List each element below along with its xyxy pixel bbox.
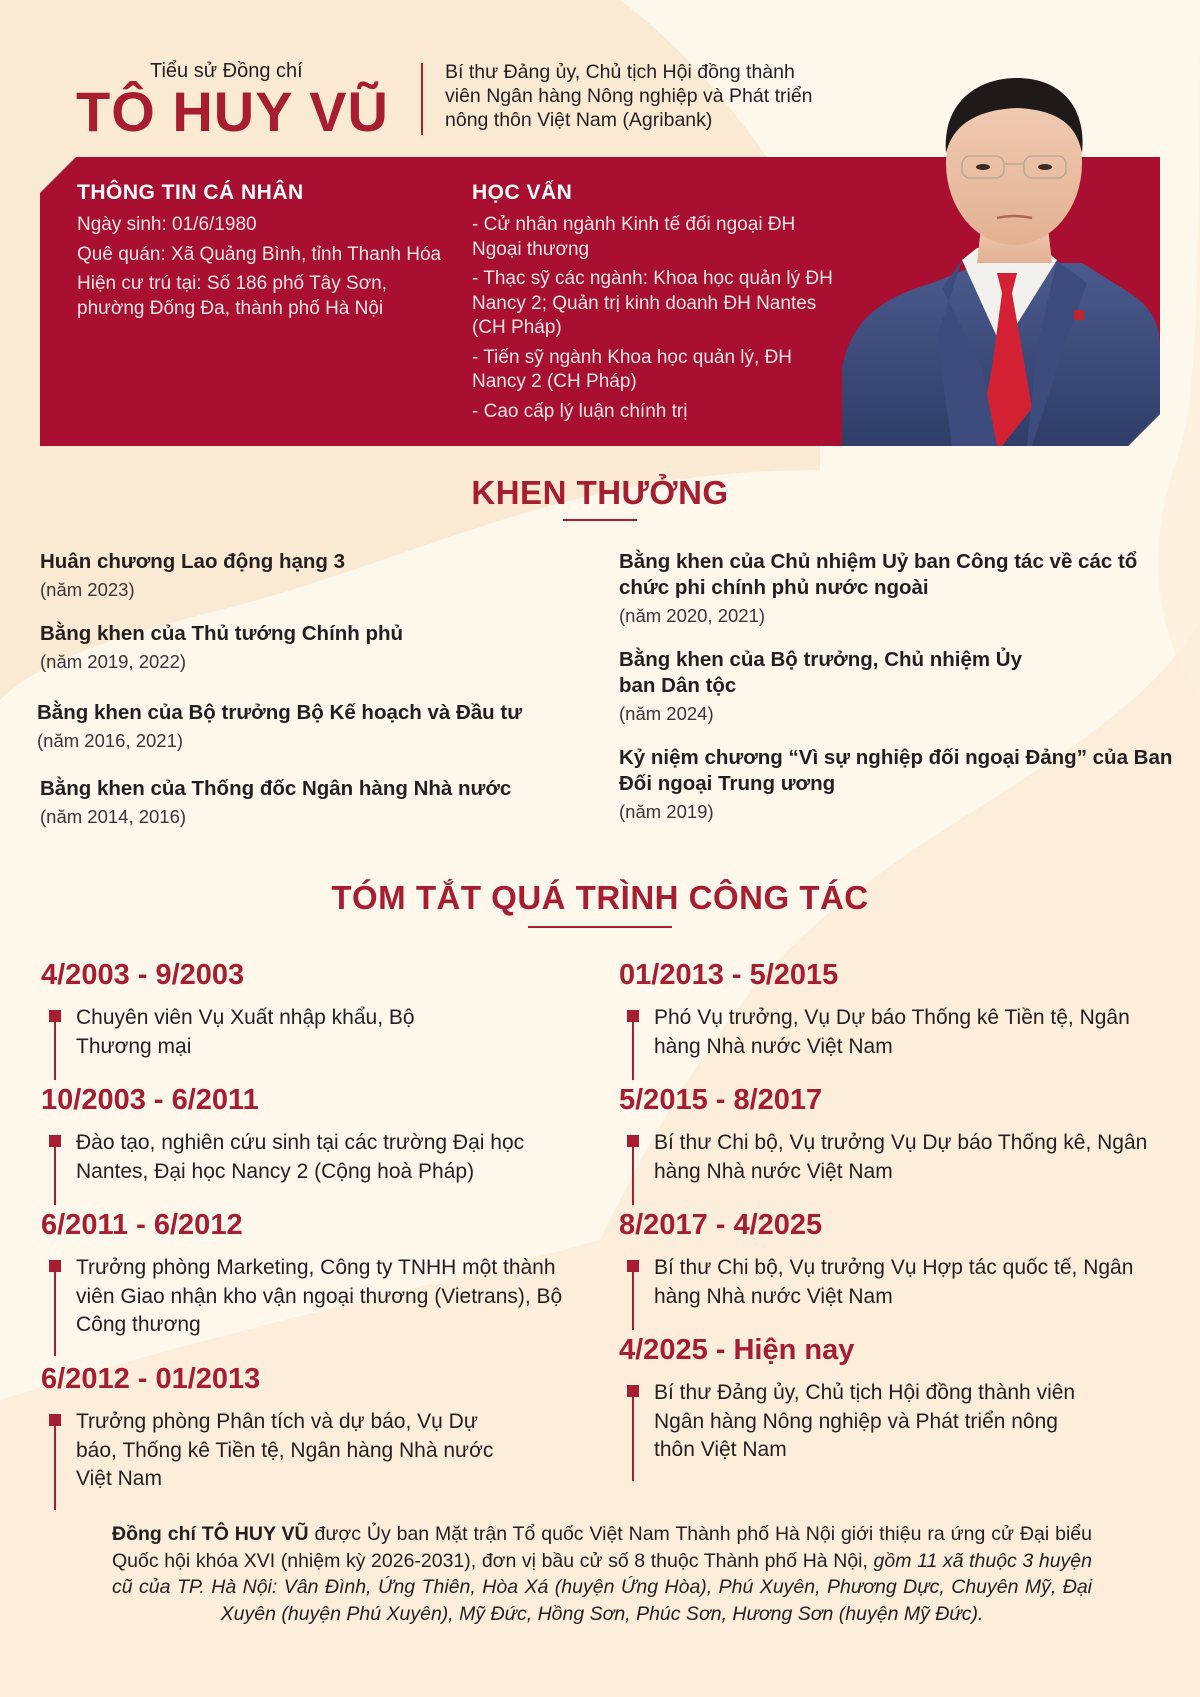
award-years: (năm 2014, 2016): [40, 806, 187, 827]
career-entry: [619, 1333, 1179, 1465]
education-section: [472, 181, 842, 429]
header-divider: [421, 63, 423, 135]
timeline-line: [54, 1268, 56, 1356]
award-item: [40, 549, 600, 603]
career-entry: [41, 1208, 601, 1340]
career-period: 01/2013 - 5/2015: [619, 959, 839, 991]
award-item: [40, 776, 600, 830]
hometown: Quê quán: Xã Quảng Bình, tỉnh Thanh Hóa: [77, 243, 442, 265]
career-entry: [41, 958, 601, 1061]
timeline-line: [632, 1393, 634, 1481]
birth-date: Ngày sinh: 01/6/1980: [77, 214, 257, 235]
career-description: Chuyên viên Vụ Xuất nhập khẩu, Bộ Thương mại: [76, 1006, 415, 1058]
award-item: [619, 745, 1179, 825]
career-entry: [41, 1362, 601, 1494]
current-position: [445, 60, 885, 132]
personal-info-section: [77, 181, 457, 326]
award-title: Bằng khen của Bộ trưởng Bộ Kế hoạch và Đầu tư: [37, 701, 523, 724]
career-period: 4/2003 - 9/2003: [41, 959, 245, 991]
career-period: 4/2025 - Hiện nay: [619, 1334, 855, 1366]
award-years: (năm 2024): [619, 703, 714, 724]
awards-heading-underline: [563, 519, 637, 521]
education-item: - Thạc sỹ các ngành: Khoa học quản lý ĐH Nancy 2; Quản trị kinh doanh ĐH Nantes (CH Pháp): [472, 268, 833, 338]
award-years: (năm 2016, 2021): [37, 730, 184, 751]
career-description: Đào tạo, nghiên cứu sinh tại các trường Đại học Nantes, Đại học Nancy 2 (Cộng hoà Pháp): [76, 1131, 525, 1183]
personal-info-heading: THÔNG TIN CÁ NHÂN: [77, 181, 304, 204]
timeline-line: [632, 1143, 634, 1205]
award-title: Bằng khen của Thủ tướng Chính phủ: [40, 622, 404, 645]
candidacy-note-italic: gồm 11 xã thuộc 3 huyện cũ của TP. Hà Nội: Vân Đình, Ứng Thiên, Hòa Xá (huyện Ứng Hòa), Phú Xuyên, Phương Dực, Chuyên Mỹ, Đại Xuyên (huyện Phú Xuyên), Mỹ Đức, Hồng Sơn, Phúc Sơn, Hương Sơn (huyện Mỹ Đức).: [112, 1549, 1092, 1625]
award-title: Bằng khen của Bộ trưởng, Chủ nhiệm Ủy ban Dân tộc: [619, 648, 1023, 697]
career-period: 5/2015 - 8/2017: [619, 1084, 823, 1116]
award-years: (năm 2023): [40, 579, 135, 600]
candidacy-note: [112, 1521, 1092, 1627]
timeline-line: [632, 1268, 634, 1330]
career-entry: [619, 1083, 1179, 1186]
award-item: [37, 700, 627, 754]
award-years: (năm 2020, 2021): [619, 605, 766, 626]
person-name: TÔ HUY VŨ: [76, 80, 389, 143]
career-description: Phó Vụ trưởng, Vụ Dự báo Thống kê Tiền tệ, Ngân hàng Nhà nước Việt Nam: [654, 1006, 1130, 1058]
award-title: Kỷ niệm chương “Vì sự nghiệp đối ngoại Đảng” của Ban Đối ngoại Trung ương: [619, 746, 1173, 795]
timeline-line: [54, 1422, 56, 1510]
career-period: 6/2011 - 6/2012: [41, 1209, 243, 1241]
portrait-photo: [842, 48, 1160, 446]
career-period: 8/2017 - 4/2025: [619, 1209, 823, 1241]
candidacy-note-lead: Đồng chí TÔ HUY VŨ: [112, 1523, 309, 1545]
award-item: [619, 549, 1159, 629]
education-item: - Tiến sỹ ngành Khoa học quản lý, ĐH Nancy 2 (CH Pháp): [472, 346, 793, 392]
career-heading: TÓM TẮT QUÁ TRÌNH CÔNG TÁC: [331, 879, 869, 916]
career-entry: [41, 1083, 601, 1186]
career-period: 10/2003 - 6/2011: [41, 1084, 259, 1116]
position-line: nông thôn Việt Nam (Agribank): [445, 109, 713, 131]
award-title: Bằng khen của Chủ nhiệm Uỷ ban Công tác về các tổ chức phi chính phủ nước ngoài: [619, 550, 1138, 599]
career-entry: [619, 958, 1179, 1061]
awards-heading: KHEN THƯỞNG: [471, 474, 729, 511]
career-description: Bí thư Chi bộ, Vụ trưởng Vụ Dự báo Thống kê, Ngân hàng Nhà nước Việt Nam: [654, 1131, 1148, 1183]
award-years: (năm 2019, 2022): [40, 651, 187, 672]
career-heading-underline: [528, 926, 672, 928]
education-item: - Cử nhân ngành Kinh tế đối ngoại ĐH Ngoại thương: [472, 214, 796, 260]
career-description: Trưởng phòng Marketing, Công ty TNHH một thành viên Giao nhận kho vận ngoại thương (Vietrans), Bộ Công thương: [76, 1256, 563, 1336]
award-years: (năm 2019): [619, 801, 714, 822]
position-line: viên Ngân hàng Nông nghiệp và Phát triển: [445, 85, 813, 107]
career-description: Bí thư Đảng ủy, Chủ tịch Hội đồng thành viên Ngân hàng Nông nghiệp và Phát triển nông thôn Việt Nam: [654, 1381, 1076, 1461]
career-description: Bí thư Chi bộ, Vụ trưởng Vụ Hợp tác quốc tế, Ngân hàng Nhà nước Việt Nam: [654, 1256, 1134, 1308]
award-item: [619, 647, 1059, 727]
education-heading: HỌC VẤN: [472, 181, 573, 204]
timeline-line: [632, 1018, 634, 1080]
award-title: Bằng khen của Thống đốc Ngân hàng Nhà nước: [40, 777, 512, 800]
residence: Hiện cư trú tại: Số 186 phố Tây Sơn, phường Đống Đa, thành phố Hà Nội: [77, 273, 387, 319]
candidacy-note-text: được Ủy ban Mặt trận Tổ quốc Việt Nam Thành phố Hà Nội giới thiệu ra ứng cử Đại biểu Quốc hội khóa XVI (nhiệm kỳ 2026-2031), đơn vị bầu cử số 8 thuộc Thành phố Hà Nội,: [112, 1523, 1092, 1572]
subtitle: Tiểu sử Đồng chí: [150, 60, 303, 82]
education-item: - Cao cấp lý luận chính trị: [472, 400, 688, 422]
career-description: Trưởng phòng Phân tích và dự báo, Vụ Dự báo, Thống kê Tiền tệ, Ngân hàng Nhà nước Việt Nam: [76, 1410, 494, 1490]
award-item: [40, 621, 600, 675]
career-period: 6/2012 - 01/2013: [41, 1363, 261, 1395]
award-title: Huân chương Lao động hạng 3: [40, 550, 346, 573]
timeline-line: [54, 1018, 56, 1080]
portrait-illustration: [842, 48, 1160, 446]
career-entry: [619, 1208, 1179, 1311]
timeline-line: [54, 1143, 56, 1205]
position-line: Bí thư Đảng ủy, Chủ tịch Hội đồng thành: [445, 61, 795, 83]
